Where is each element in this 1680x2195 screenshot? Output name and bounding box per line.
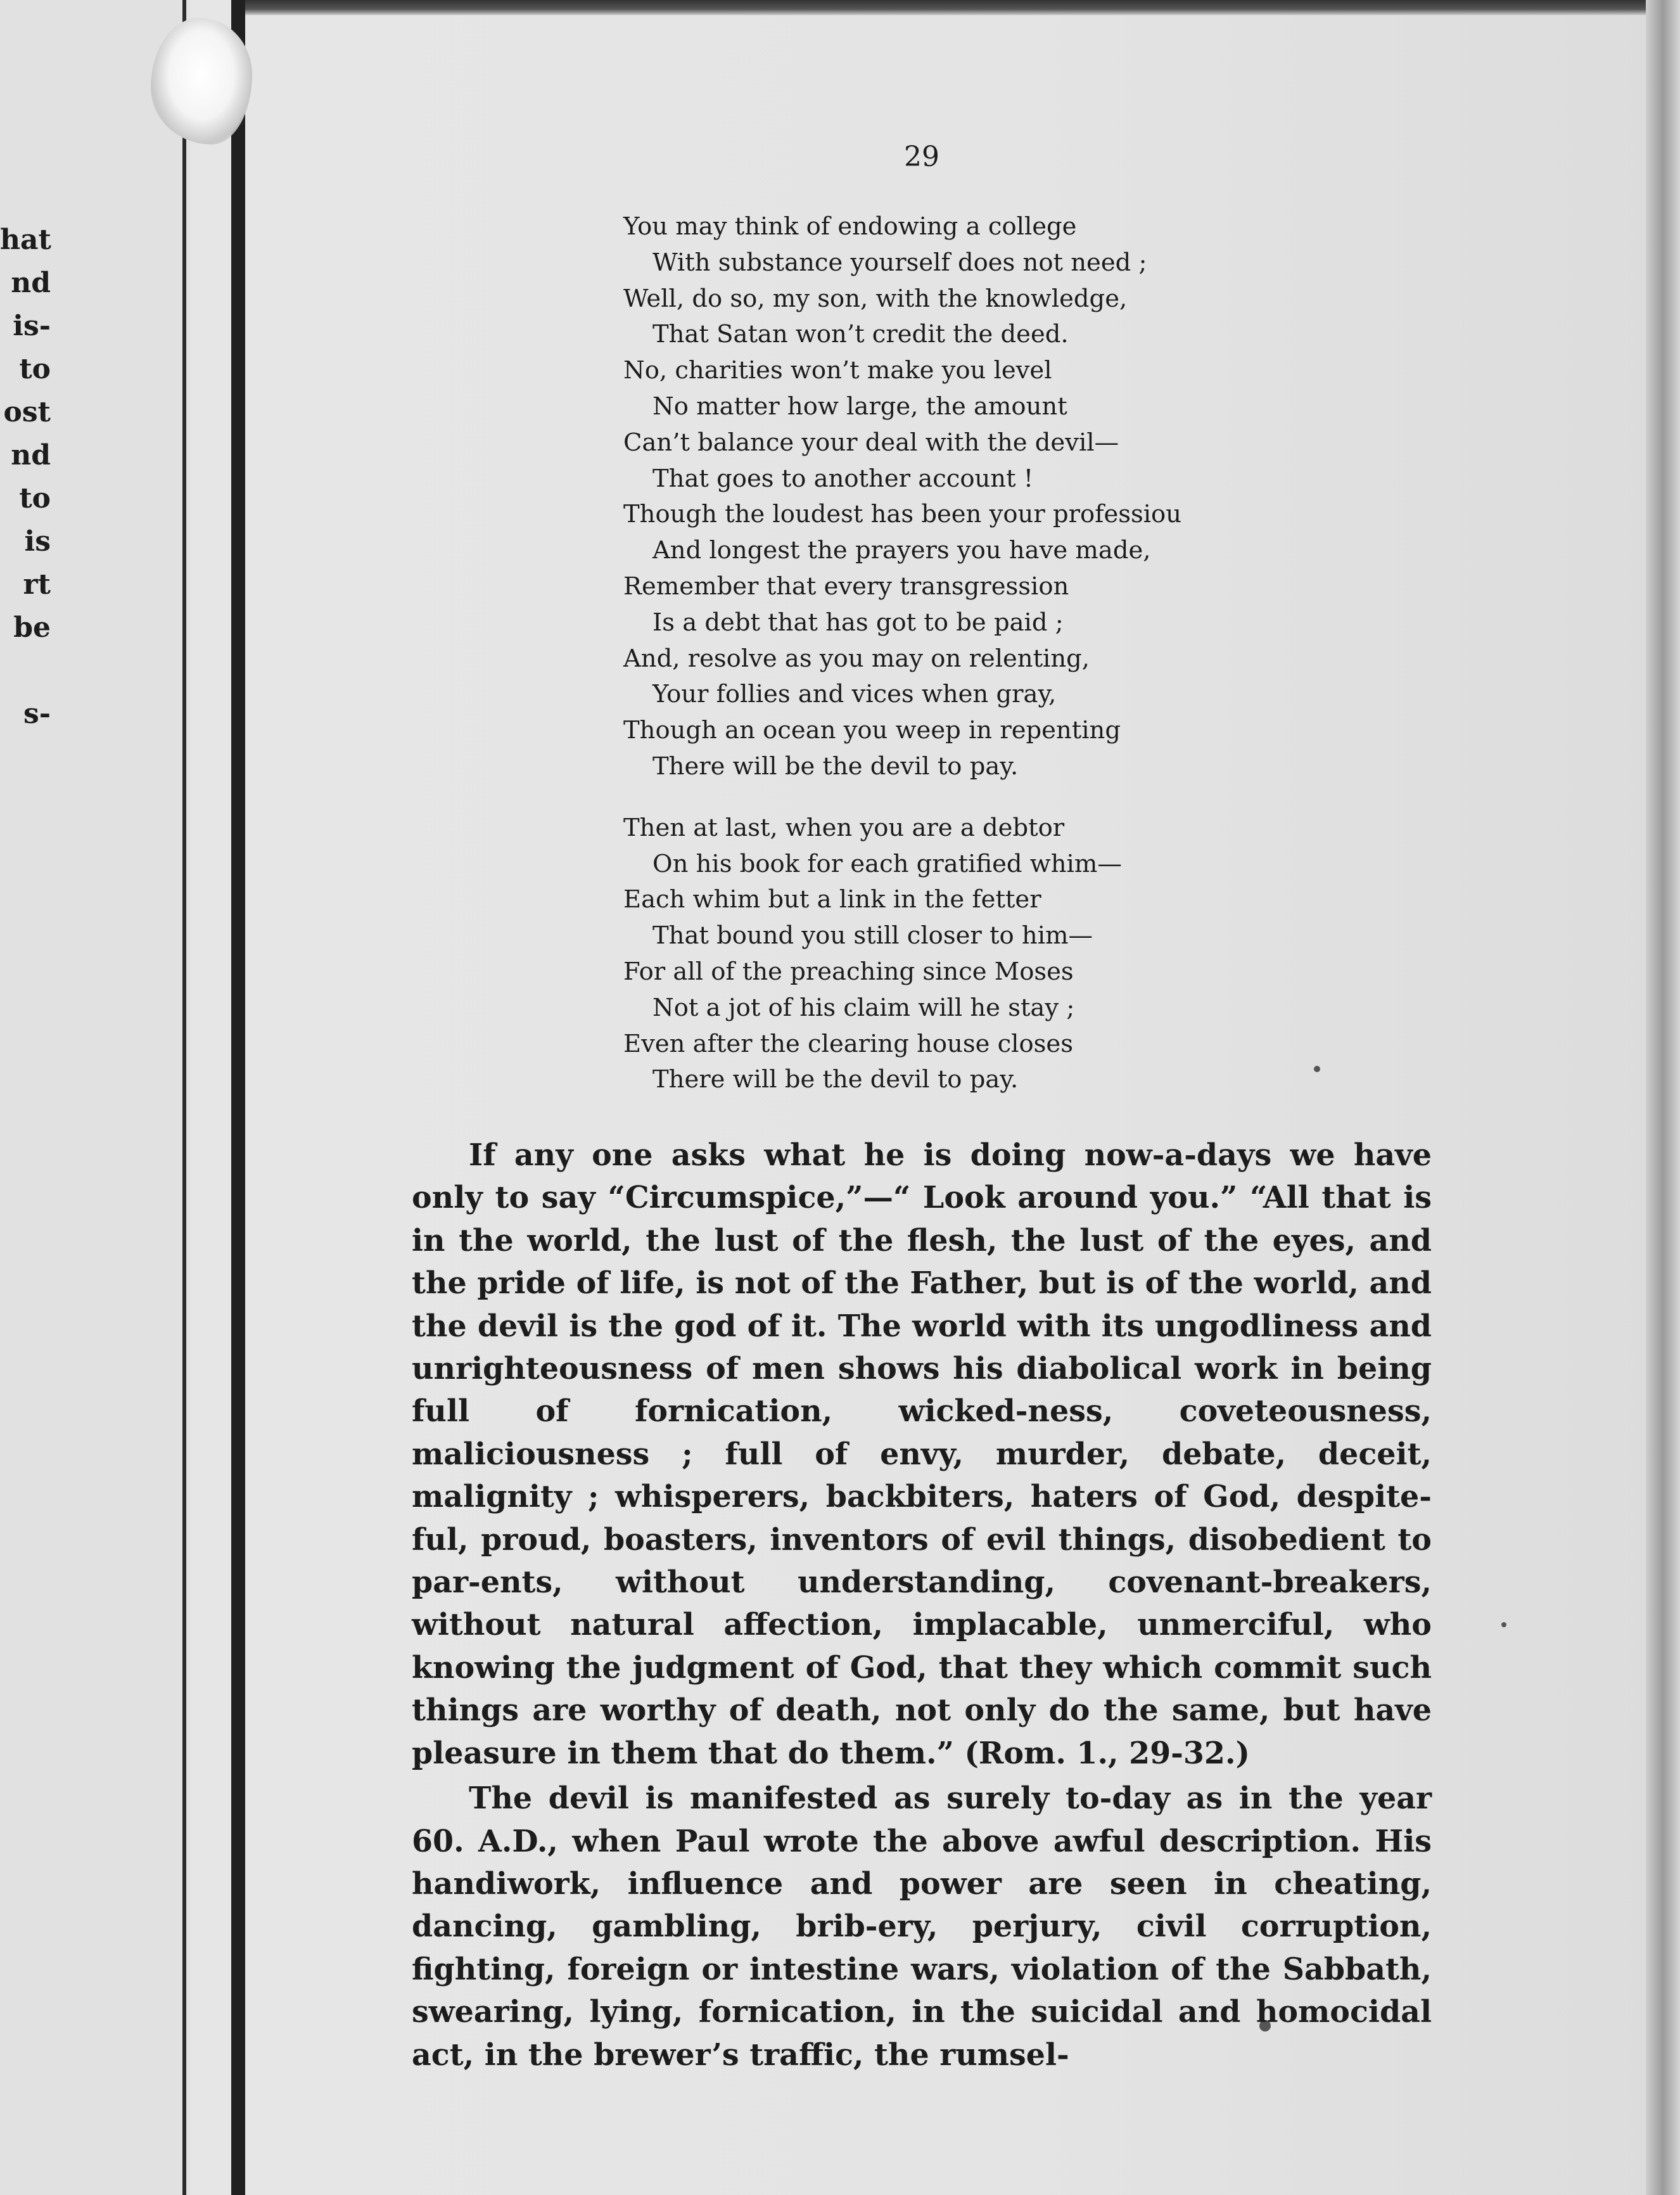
poem-line: That bound you still closer to him— xyxy=(652,921,1093,950)
poem-line: No matter how large, the amount xyxy=(652,392,1067,421)
right-page-edge xyxy=(1646,0,1680,2195)
left-fragment: hat xyxy=(0,224,51,256)
poem-line: On his book for each gratified whim— xyxy=(652,849,1122,878)
poem-line: That goes to another account ! xyxy=(652,464,1034,493)
poem-line: And, resolve as you may on relenting, xyxy=(623,644,1090,673)
poem-line: Is a debt that has got to be paid ; xyxy=(652,608,1064,637)
book-spine-shadow xyxy=(231,0,245,2195)
left-fragment: be xyxy=(13,611,51,644)
poem-line: With substance yourself does not need ; xyxy=(652,248,1147,277)
poem-line: Well, do so, my son, with the knowledge, xyxy=(623,284,1128,313)
left-page-edge xyxy=(182,0,186,2195)
left-fragment: nd xyxy=(11,267,51,299)
poem-stanza-2 xyxy=(623,810,1181,1098)
left-fragment: nd xyxy=(11,439,51,471)
speck xyxy=(1501,1622,1506,1627)
left-fragment: is- xyxy=(13,310,51,342)
poem-line: Though the loudest has been your professiou xyxy=(623,500,1182,529)
left-fragment: s- xyxy=(23,698,51,730)
poem-line: There will be the devil to pay. xyxy=(652,752,1019,781)
poem-line: Remember that every transgression xyxy=(623,572,1069,601)
paper-stain xyxy=(151,18,252,144)
left-fragment: is xyxy=(24,525,51,558)
page-body xyxy=(412,0,1432,2195)
poem-line: You may think of endowing a college xyxy=(623,212,1077,241)
poem-line: Your follies and vices when gray, xyxy=(652,680,1057,709)
poem-line: There will be the devil to pay. xyxy=(652,1065,1019,1094)
poem-line: And longest the prayers you have made, xyxy=(652,536,1151,565)
poem-line: Not a jot of his claim will he stay ; xyxy=(652,993,1075,1022)
left-fragment: ost xyxy=(3,396,51,428)
prose-text xyxy=(412,1134,1432,2077)
poem-line: Each whim but a link in the fetter xyxy=(623,885,1041,914)
left-fragment: to xyxy=(19,353,51,385)
poem-line: Can’t balance your deal with the devil— xyxy=(623,428,1119,457)
poem xyxy=(623,209,1181,1098)
stanza-gap xyxy=(623,785,1181,810)
poem-line: That Satan won’t credit the deed. xyxy=(652,320,1069,349)
poem-line: Then at last, when you are a debtor xyxy=(623,813,1065,842)
poem-line: No, charities won’t make you level xyxy=(623,356,1052,385)
left-fragment: to xyxy=(19,482,51,515)
poem-stanza-1 xyxy=(623,209,1181,785)
adjacent-left-page xyxy=(0,0,190,2195)
left-page-text-fragments xyxy=(0,219,51,736)
poem-line: Though an ocean you weep in repenting xyxy=(623,716,1121,745)
prose-paragraph: The devil is manifested as surely to-day as in the year 60. A.D., when Paul wrote the above awful description. His handiwork, influence and power are seen in cheating, dancing, gambling, brib-ery, perjury, civil corruption, fighting, foreign or intestine wars, violation of the Sabbath, swearing, lying, fornication, in the suicidal and homocidal act, in the brewer’s traffic, the rumsel- xyxy=(412,1781,1432,2073)
page-number: 29 xyxy=(904,141,939,173)
poem-line: For all of the preaching since Moses xyxy=(623,957,1074,986)
prose-paragraph: If any one asks what he is doing now-a-days we have only to say “Circumspice,”—“ Look around you.” “All that is in the world, the lust of the flesh, the lust of the eyes, and the pride of life, is not of the Father, but is of the world, and the devil is the god of it. The world with its ungodliness and unrighteousness of men shows his diabolical work in being full of fornication, wicked-ness, coveteousness, maliciousness ; full of envy, murder, debate, deceit, malignity ; whisperers, backbiters, haters of God, despite-ful, proud, boasters, inventors of evil things, disobedient to par-ents, without understanding, covenant-breakers, without natural affection, implacable, unmerciful, who knowing the judgment of God, that they which commit such things are worthy of death, not only do the same, but have pleasure in them that do them.” (Rom. 1., 29-32.) xyxy=(412,1137,1432,1771)
poem-line: Even after the clearing house closes xyxy=(623,1029,1073,1058)
left-fragment: rt xyxy=(23,568,51,601)
left-fragment xyxy=(0,650,51,693)
